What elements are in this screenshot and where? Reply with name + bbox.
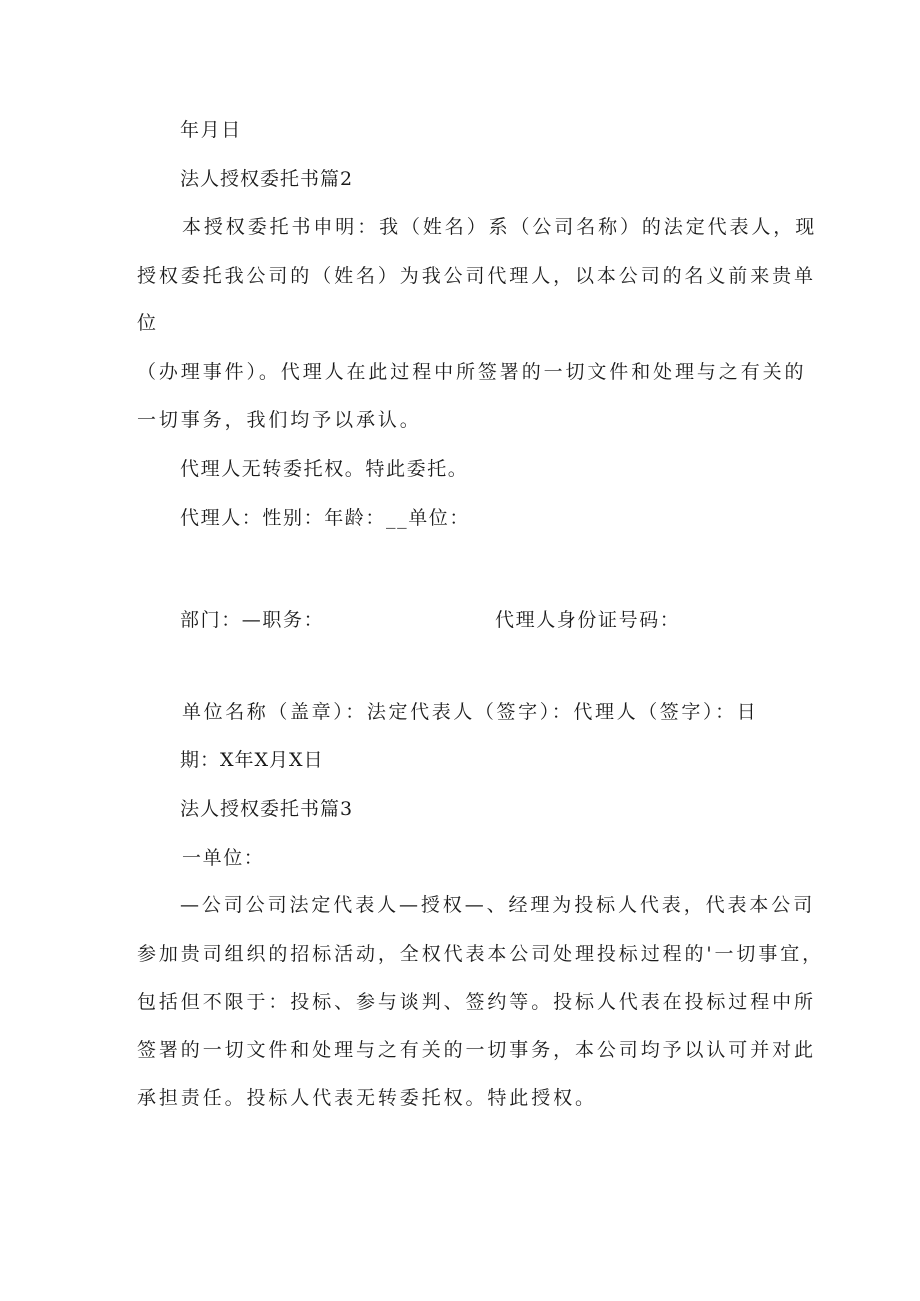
section-3-paragraph-line-4: 签署的一切文件和处理与之有关的一切事务，本公司均予以认可并对此: [137, 1039, 816, 1061]
signature-line: 单位名称（盖章）：法定代表人（签字）：代理人（签字）：日: [182, 701, 759, 723]
signature-date-line: 期：X年X月X日: [180, 749, 324, 771]
agent-id-number-label: 代理人身份证号码：: [495, 609, 681, 631]
department-duty-line: 部门：—职务：: [180, 609, 325, 631]
section-3-paragraph-line-1: —公司公司法定代表人—授权—、经理为投标人代表，代表本公司: [180, 894, 816, 916]
agent-info-line: 代理人：性别：年龄：__单位：: [180, 507, 471, 529]
section-2-paragraph-line-5: 一切事务，我们均予以承认。: [137, 409, 422, 431]
section-2-paragraph-line-3: 位: [137, 312, 158, 334]
no-transfer-statement: 代理人无转委托权。特此委托。: [180, 458, 469, 480]
section-3-paragraph-line-2: 参加贵司组织的招标活动，全权代表本公司处理投标过程的'一切事宜，: [137, 943, 825, 965]
section-3-paragraph-line-5: 承担责任。投标人代表无转委托权。特此授权。: [137, 1087, 597, 1109]
date-line: 年月日: [180, 119, 242, 141]
section-3-title: 法人授权委托书篇3: [180, 798, 354, 820]
section-2-paragraph-line-4: （办理事件）。代理人在此过程中所签署的一切文件和处理与之有关的: [137, 361, 807, 383]
section-2-title: 法人授权委托书篇2: [180, 168, 354, 190]
section-3-paragraph-line-3: 包括但不限于：投标、参与谈判、签约等。投标人代表在投标过程中所: [137, 991, 816, 1013]
section-2-paragraph-line-2: 授权委托我公司的（姓名）为我公司代理人，以本公司的名义前来贵单: [137, 265, 816, 287]
section-3-addressee: 一单位：: [182, 847, 265, 869]
section-2-paragraph-line-1: 本授权委托书申明：我（姓名）系（公司名称）的法定代表人，现: [182, 216, 818, 238]
